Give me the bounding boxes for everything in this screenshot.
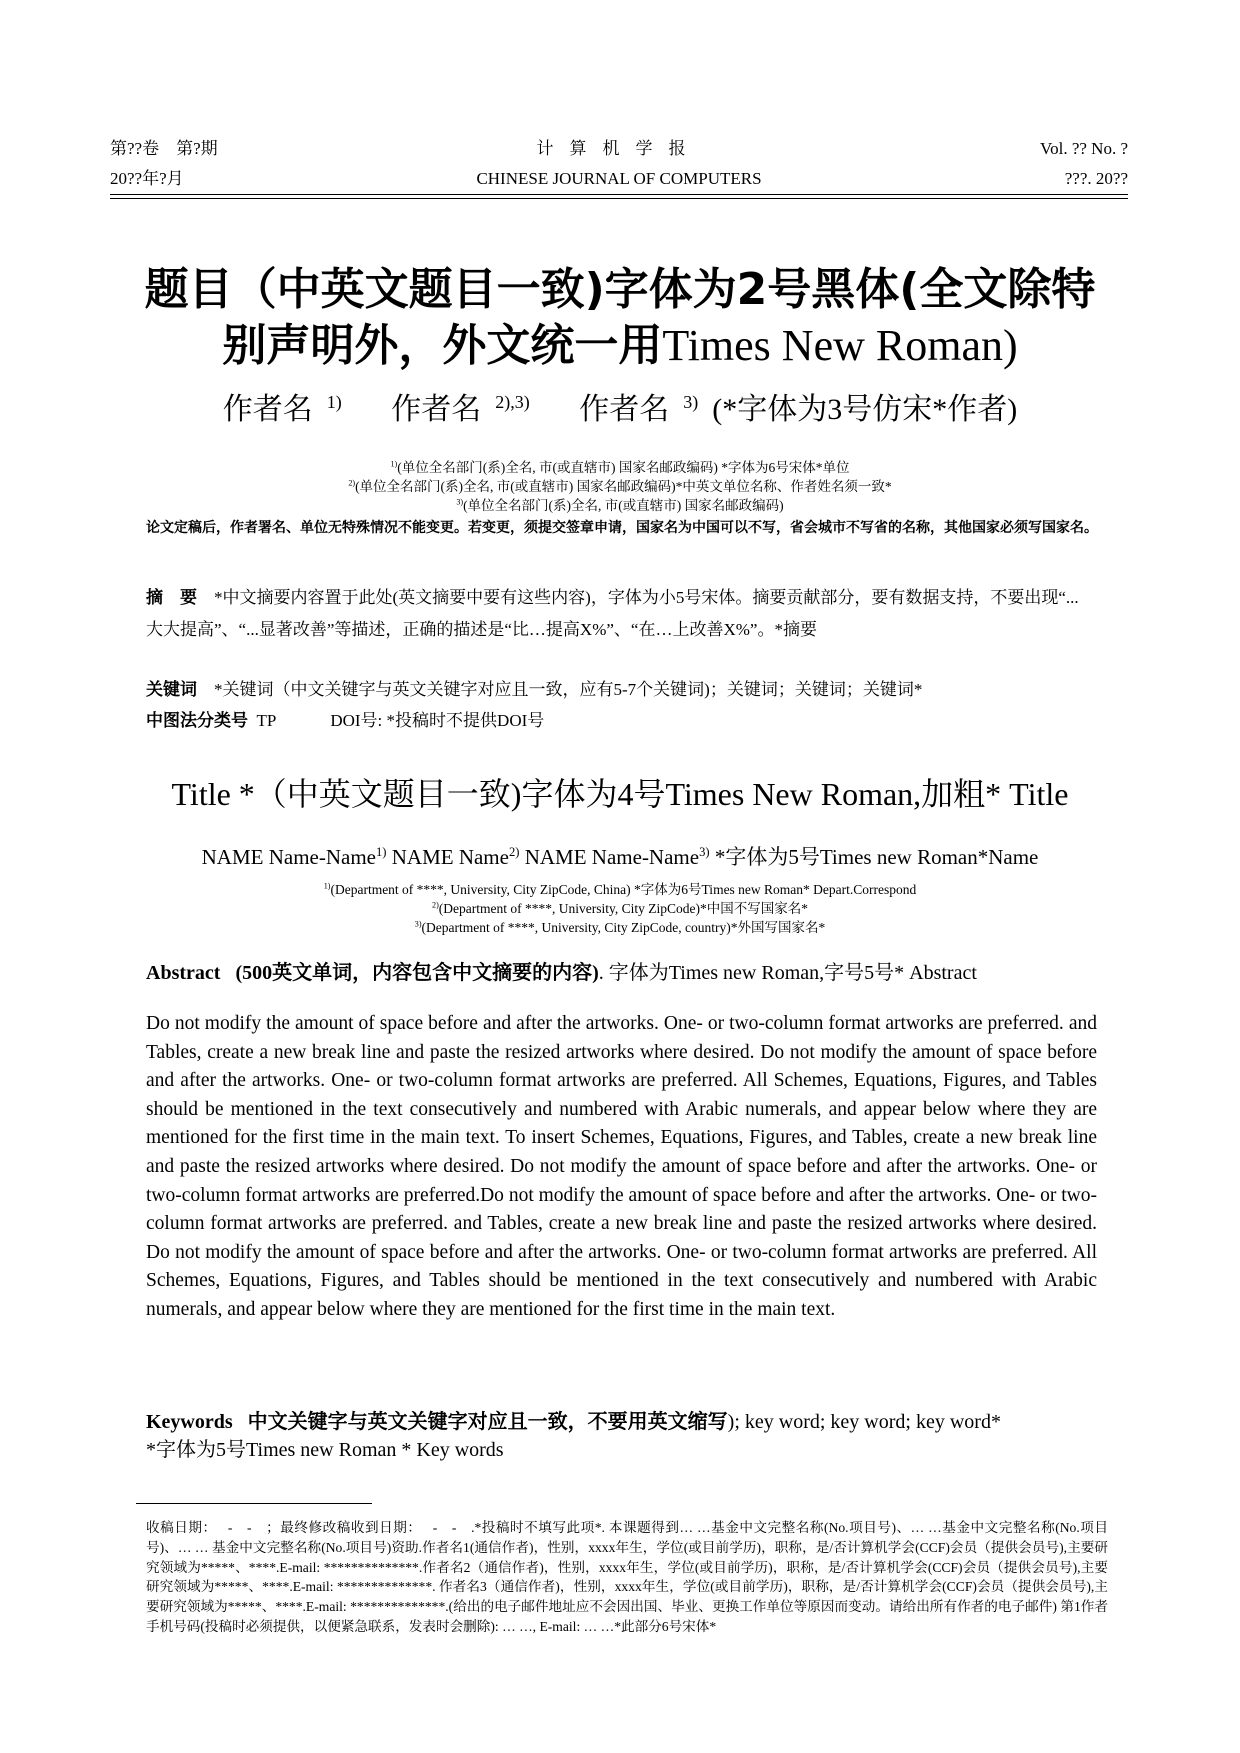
affil-text: (Department of ****, University, City ZipCode, China) *字体为6号Times new Roman* Depart.Correspond xyxy=(330,882,917,897)
abstract-en-body: Do not modify the amount of space before and after the artworks. One- or two-column format artworks are preferred. and Tables, create a new break line and paste the resized artworks where desired. Do not modify the amount of space before and after the artworks. One- or two-column format artworks are preferred. All Schemes, Equations, Figures, and Tables should be mentioned in the text consecutively and numbered with Arabic numerals, and appear below where they are mentioned for the first time in the main text. To insert Schemes, Equations, Figures, and Tables, create a new break line and paste the resized artworks where desired. Do not modify the amount of space before and after the artworks. One- or two-column format artworks are preferred.Do not modify the amount of space before and after the artworks. One- or two-column format artworks are preferred. and Tables, create a new break line and paste the resized artworks where desired. Do not modify the amount of space before and after the artworks. One- or two-column format artworks are preferred. All Schemes, Equations, Figures, and Tables should be mentioned in the text consecutively and numbered with Arabic numerals, and appear below where they are mentioned for the first time in the main text. xyxy=(146,1013,1097,1320)
header-rule-top xyxy=(110,194,1128,195)
author-en-2 xyxy=(392,845,520,869)
affil-mark: 1) xyxy=(323,881,331,891)
abstract-cn-text: *中文摘要内容置于此处(英文摘要中要有这些内容)，字体为小5号宋体。摘要贡献部分，要有数据支持，不要出现“...大大提高”、“...显著改善”等描述，正确的描述是“比…提高X%”、“在…上改善X%”。*摘要 xyxy=(146,588,1079,639)
author-name: NAME Name-Name xyxy=(201,845,376,869)
abstract-en-label: Abstract xyxy=(146,962,221,984)
author-font-note: (*字体为3号仿宋*作者) xyxy=(712,393,1018,426)
affil-mark: 3) xyxy=(414,919,422,929)
keywords-en-line-2: *字体为5号Times new Roman * Key words xyxy=(146,1439,504,1461)
abstract-en-bold-note: (500英文单词，内容包含中文摘要的内容) xyxy=(235,962,599,984)
author-cn-2 xyxy=(377,393,530,426)
affil-mark: 1) xyxy=(390,459,398,469)
author-en-3 xyxy=(525,845,710,869)
title-cn-line-2-latin: Times New Roman) xyxy=(662,321,1018,370)
doi-value: *投稿时不提供DOI号 xyxy=(386,711,545,730)
author-affil-mark: 3) xyxy=(683,392,699,412)
affil-mark: 2) xyxy=(432,900,439,910)
doi-label: DOI号: xyxy=(330,711,383,730)
affil-text: (Department of ****, University, City ZipCode)*中国不写国家名* xyxy=(438,901,808,916)
affil-text: (单位全名部门(系)全名, 市(或直辖市) 国家名邮政编码) *字体为6号宋体*单位 xyxy=(397,460,850,475)
affiliations-en xyxy=(100,880,1140,937)
keywords-en-line-1 xyxy=(146,1408,1106,1436)
abstract-en-heading xyxy=(146,958,1106,988)
journal-name-cn: 计算机学报 xyxy=(536,139,702,158)
keywords-en-bold-note: 中文关键字与英文关键字对应且一致，不要用英文缩写 xyxy=(247,1411,728,1433)
date-en: ???. 20?? xyxy=(1064,169,1128,188)
volume-en: Vol. ?? No. ? xyxy=(1040,139,1128,158)
paper-title-en: Title *（中英文题目一致)字体为4号Times New Roman,加粗* Title xyxy=(171,776,1069,812)
affil-mark: 2) xyxy=(348,478,356,488)
authors-en xyxy=(100,842,1140,872)
paper-title-cn xyxy=(100,262,1140,374)
footnote: 收稿日期： - - ；最终修改稿收到日期： - - .*投稿时不填写此项*. 本课题得到… …基金中文完整名称(No.项目号)、… …基金中文完整名称(No.项目号)、… … 基金中文完整名称(No.项目号)资助.作者名1(通信作者)，性别，xxxx年生，学位(或目前学历)，职称，是/否计算机学会(CCF)会员（提供会员号),主要研究领域为*****、****.E-mail: **************.作者名2（通信作者)，性别，xxxx年生，学位(或目前学历)，职称，是/否计算机学会(CCF)会员（提供会员号),主要研究领域为*****、****.E-mail: **************. 作者名3（通信作者)，性别，xxxx年生，学位(或目前学历)，职称，是/否计算机学会(CCF)会员（提供会员号),主要研究领域为*****、****.E-mail: **************.(给出的电子邮件地址应不会因出国、毕业、更换工作单位等原因而变动。请给出所有作者的电子邮件) 第1作者手机号码(投稿时必须提供，以便紧急联系，发表时会删除): … …, E-mail: … …*此部分6号宋体* xyxy=(146,1520,1108,1634)
affil-text: (单位全名部门(系)全名, 市(或直辖市) 国家名邮政编码) xyxy=(463,498,784,513)
header-rule-bottom xyxy=(110,198,1128,199)
author-name: NAME Name-Name xyxy=(524,845,700,869)
affiliation-cn-2 xyxy=(100,477,1140,496)
author-en-1 xyxy=(202,845,387,869)
keywords-en xyxy=(146,1408,1106,1464)
abstract-en-note: . 字体为Times new Roman,字号5号* Abstract xyxy=(598,962,977,984)
author-affil-mark: 2) xyxy=(508,845,520,859)
clc-label: 中图法分类号 xyxy=(146,711,248,731)
keywords-cn xyxy=(146,674,1106,706)
volume-cn: 第??卷 第?期 xyxy=(110,139,218,158)
title-cn-line-2 xyxy=(100,318,1140,374)
keywords-cn-label: 关键词 xyxy=(146,680,197,700)
affiliation-en-2 xyxy=(100,899,1140,918)
author-en-font-note: *字体为5号Times new Roman*Name xyxy=(714,845,1039,869)
title-cn-line-1: 题目（中英文题目一致)字体为2号黑体(全文除特 xyxy=(144,264,1096,315)
author-cn-3 xyxy=(565,393,1031,426)
author-affil-mark: 3) xyxy=(699,845,710,859)
author-cn-1 xyxy=(209,393,342,426)
date-cn: 20??年?月 xyxy=(110,169,184,188)
affiliation-cn-1 xyxy=(100,458,1140,477)
author-affil-mark: 1) xyxy=(375,845,387,859)
authorship-note-cn: 论文定稿后，作者署名、单位无特殊情况不能变更。若变更，须提交签章申请，国家名为中国可以不写，省会城市不写省的名称，其他国家必须写国家名。 xyxy=(146,520,1098,536)
author-name: 作者名 xyxy=(222,393,313,426)
keywords-cn-text: *关键词（中文关键字与英文关键字对应且一致，应有5-7个关键词)；关键词；关键词；关键词* xyxy=(214,680,923,699)
author-affil-mark: 1) xyxy=(326,392,342,412)
journal-name-en: CHINESE JOURNAL OF COMPUTERS xyxy=(476,169,762,188)
classification-line xyxy=(146,705,1106,737)
keywords-en-text: ); key word; key word; key word* xyxy=(727,1411,1001,1433)
footnote-rule xyxy=(136,1503,372,1504)
author-name: 作者名 xyxy=(579,393,670,426)
keywords-en-label: Keywords xyxy=(146,1411,233,1433)
author-name: NAME Name xyxy=(391,845,509,869)
authors-cn xyxy=(100,390,1140,430)
abstract-cn xyxy=(146,582,1094,645)
affiliation-en-3 xyxy=(100,918,1140,937)
affiliation-en-1 xyxy=(100,880,1140,899)
abstract-cn-label: 摘 要 xyxy=(146,588,197,608)
title-cn-line-2-cjk: 别声明外，外文统一用 xyxy=(222,320,663,371)
affiliation-cn-3 xyxy=(100,496,1140,515)
affil-text: (单位全名部门(系)全名, 市(或直辖市) 国家名邮政编码)*中英文单位名称、作者姓名须一致* xyxy=(355,479,892,494)
affiliations-cn xyxy=(100,458,1140,515)
author-affil-mark: 2),3) xyxy=(495,392,530,412)
affil-mark: 3) xyxy=(456,497,464,507)
author-name: 作者名 xyxy=(391,393,482,426)
affil-text: (Department of ****, University, City ZipCode, country)*外国写国家名* xyxy=(421,920,826,935)
clc-value: TP xyxy=(256,711,277,730)
